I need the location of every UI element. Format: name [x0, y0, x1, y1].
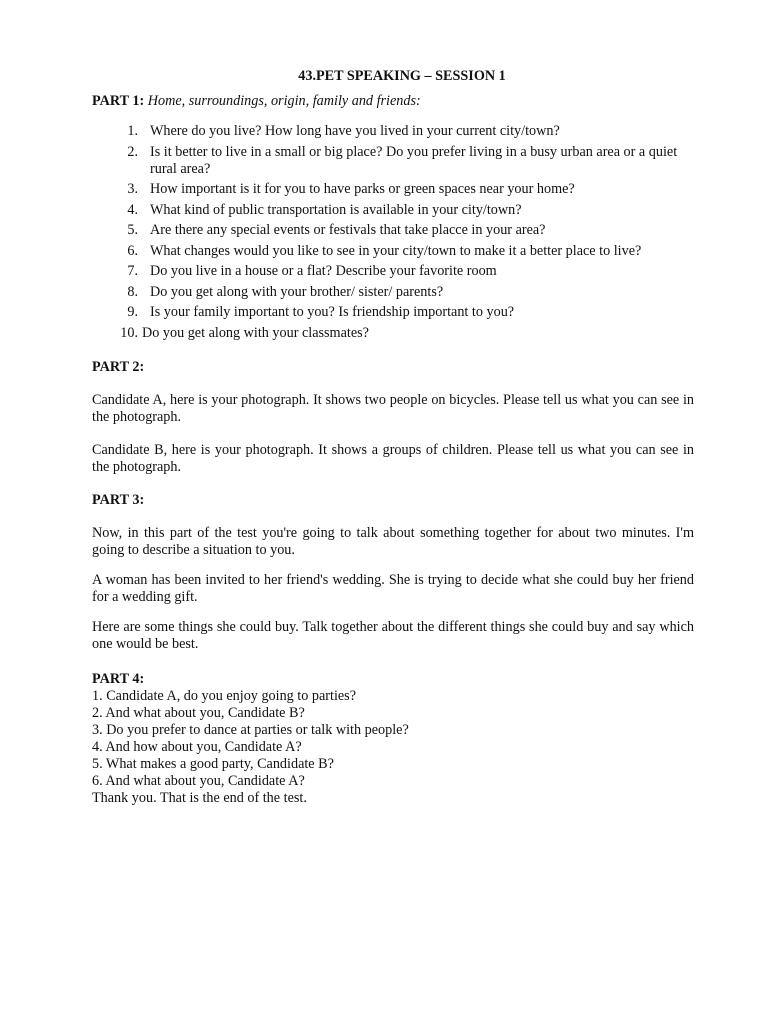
question-number: 1. [127, 123, 138, 139]
part3-paragraph-1: Now, in this part of the test you're going to talk about something together for about two minutes. I'm going to describe a situation to you. [92, 524, 694, 558]
part1-subtitle: Home, surroundings, origin, family and friends: [147, 93, 421, 109]
question-number: 4. [127, 201, 138, 218]
part3-paragraph-2: A woman has been invited to her friend's wedding. She is trying to decide what she could buy her friend for a wedding gift. [92, 571, 694, 605]
list-item [92, 304, 694, 321]
part2-heading: PART 2: [92, 358, 145, 375]
list-item [92, 243, 694, 260]
list-item [92, 144, 694, 178]
document-page [92, 68, 694, 807]
part4-heading: PART 4: [92, 670, 145, 687]
question-number: 5. [127, 222, 138, 238]
question-number: 7. [127, 263, 138, 279]
part4-question-3: 3. Do you prefer to dance at parties or talk with people? [92, 721, 409, 738]
question-text: What changes would you like to see in your city/town to make it a better place to live? [150, 242, 642, 259]
question-text: Do you get along with your brother/ sister/ parents? [150, 283, 444, 300]
list-item [92, 181, 694, 198]
question-number: 8. [127, 283, 138, 300]
document-title: 43.PET SPEAKING – SESSION 1 [298, 68, 506, 84]
list-item [92, 123, 694, 140]
part4-question-1: 1. Candidate A, do you enjoy going to parties? [92, 687, 356, 704]
list-item [92, 263, 694, 280]
part4-question-6: 6. And what about you, Candidate A? [92, 772, 305, 789]
question-text: Is your family important to you? Is friendship important to you? [150, 304, 515, 320]
part3-paragraph-3: Here are some things she could buy. Talk together about the different things she could buy and say which one would be best. [92, 618, 694, 652]
question-number: 6. [127, 242, 138, 259]
question-text: Where do you live? How long have you lived in your current city/town? [150, 123, 560, 139]
list-item [92, 325, 694, 342]
question-number: 9. [127, 304, 138, 320]
question-text: Do you get along with your classmates? [142, 324, 369, 341]
part1-question-list [92, 123, 694, 342]
question-text: Do you live in a house or a flat? Describe your favorite room [150, 263, 497, 279]
list-item [92, 222, 694, 239]
question-number: 3. [127, 181, 138, 197]
question-number: 2. [127, 143, 138, 160]
part1-heading [92, 93, 694, 110]
part2-paragraph-b: Candidate B, here is your photograph. It shows a groups of children. Please tell us what you can see in the photograph. [92, 441, 694, 475]
part2-paragraph-a: Candidate A, here is your photograph. It shows two people on bicycles. Please tell us what you can see in the photograph. [92, 391, 694, 425]
list-item [92, 284, 694, 301]
question-text: Is it better to live in a small or big place? Do you prefer living in a busy urban area or a quiet rural area? [150, 143, 678, 177]
part3-heading: PART 3: [92, 491, 145, 508]
part4-question-5: 5. What makes a good party, Candidate B? [92, 755, 334, 772]
part4-closing: Thank you. That is the end of the test. [92, 789, 307, 806]
list-item [92, 202, 694, 219]
question-text: How important is it for you to have parks or green spaces near your home? [150, 181, 575, 197]
question-text: What kind of public transportation is available in your city/town? [150, 201, 522, 218]
question-text: Are there any special events or festivals that take placce in your area? [150, 222, 546, 238]
part4-question-2: 2. And what about you, Candidate B? [92, 704, 305, 721]
question-number: 10. [120, 324, 138, 341]
part4-question-4: 4. And how about you, Candidate A? [92, 738, 302, 755]
part1-label: PART 1: [92, 93, 145, 109]
